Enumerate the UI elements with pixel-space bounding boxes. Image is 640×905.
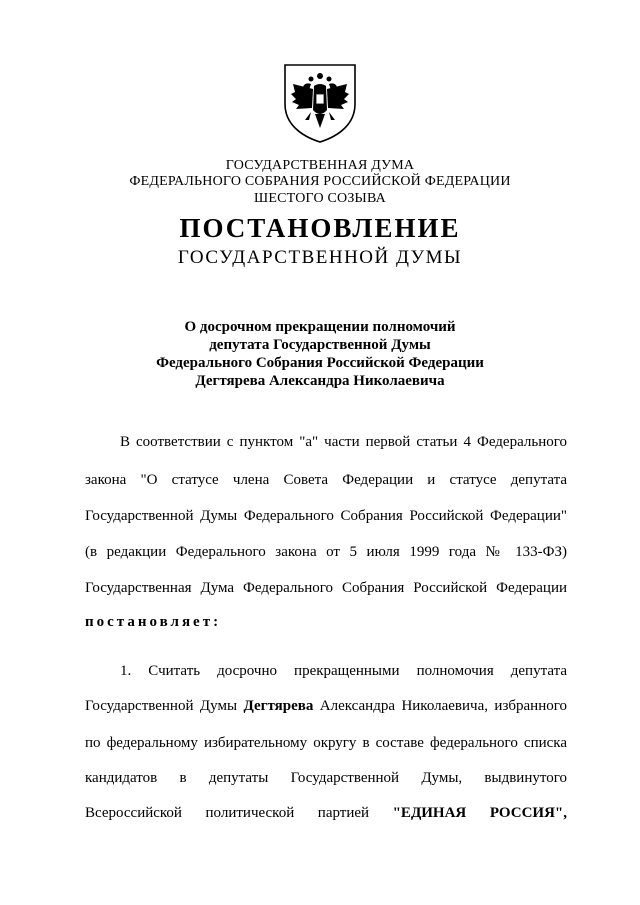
subject-line-1: О досрочном прекращении полномочий	[184, 319, 456, 335]
item1-line-5-pre: Всероссийской политической партией	[85, 805, 370, 821]
org-line-convocation: ШЕСТОГО СОЗЫВА	[254, 191, 386, 206]
document-type: ПОСТАНОВЛЕНИЕ	[179, 213, 461, 243]
resolves-word: постановляет:	[85, 614, 222, 630]
deputy-surname: Дегтярева	[243, 698, 314, 714]
item1-line-1: 1. Считать досрочно прекращенными полномочия депутата	[120, 663, 567, 679]
preamble-line-2: закона "О статусе члена Совета Федерации и статусе депутата	[85, 472, 567, 488]
state-emblem-icon	[281, 62, 359, 144]
org-line-assembly: ФЕДЕРАЛЬНОГО СОБРАНИЯ РОССИЙСКОЙ ФЕДЕРАЦИИ	[129, 174, 511, 189]
preamble-line-1: В соответствии с пунктом "а" части первой статьи 4 Федерального	[120, 434, 567, 450]
item1-line-3: по федеральному избирательному округу в составе федерального списка	[85, 735, 567, 751]
preamble-line-5: Государственная Дума Федерального Собрания Российской Федерации	[85, 580, 567, 596]
org-line-duma: ГОСУДАРСТВЕННАЯ ДУМА	[225, 158, 415, 173]
preamble-line-4: (в редакции Федерального закона от 5 июля 1999 года № 133-ФЗ)	[85, 544, 567, 560]
item1-line-4: кандидатов в депутаты Государственной Думы, выдвинутого	[85, 770, 567, 786]
item1-line-2	[85, 697, 567, 715]
preamble-line-3: Государственной Думы Федерального Собрания Российской Федерации"	[85, 508, 567, 524]
item1-line-5	[85, 804, 567, 822]
party-name: "ЕДИНАЯ РОССИЯ",	[392, 805, 567, 821]
subject-line-2: депутата Государственной Думы	[209, 337, 431, 353]
subject-line-3: Федерального Собрания Российской Федерации	[156, 355, 484, 371]
item1-line-2-post: Александра Николаевича, избранного	[319, 698, 568, 714]
item1-line-2-pre: Государственной Думы	[85, 698, 238, 714]
document-type-sub: ГОСУДАРСТВЕННОЙ ДУМЫ	[177, 247, 463, 268]
subject-line-4: Дегтярева Александра Николаевича	[195, 373, 445, 389]
